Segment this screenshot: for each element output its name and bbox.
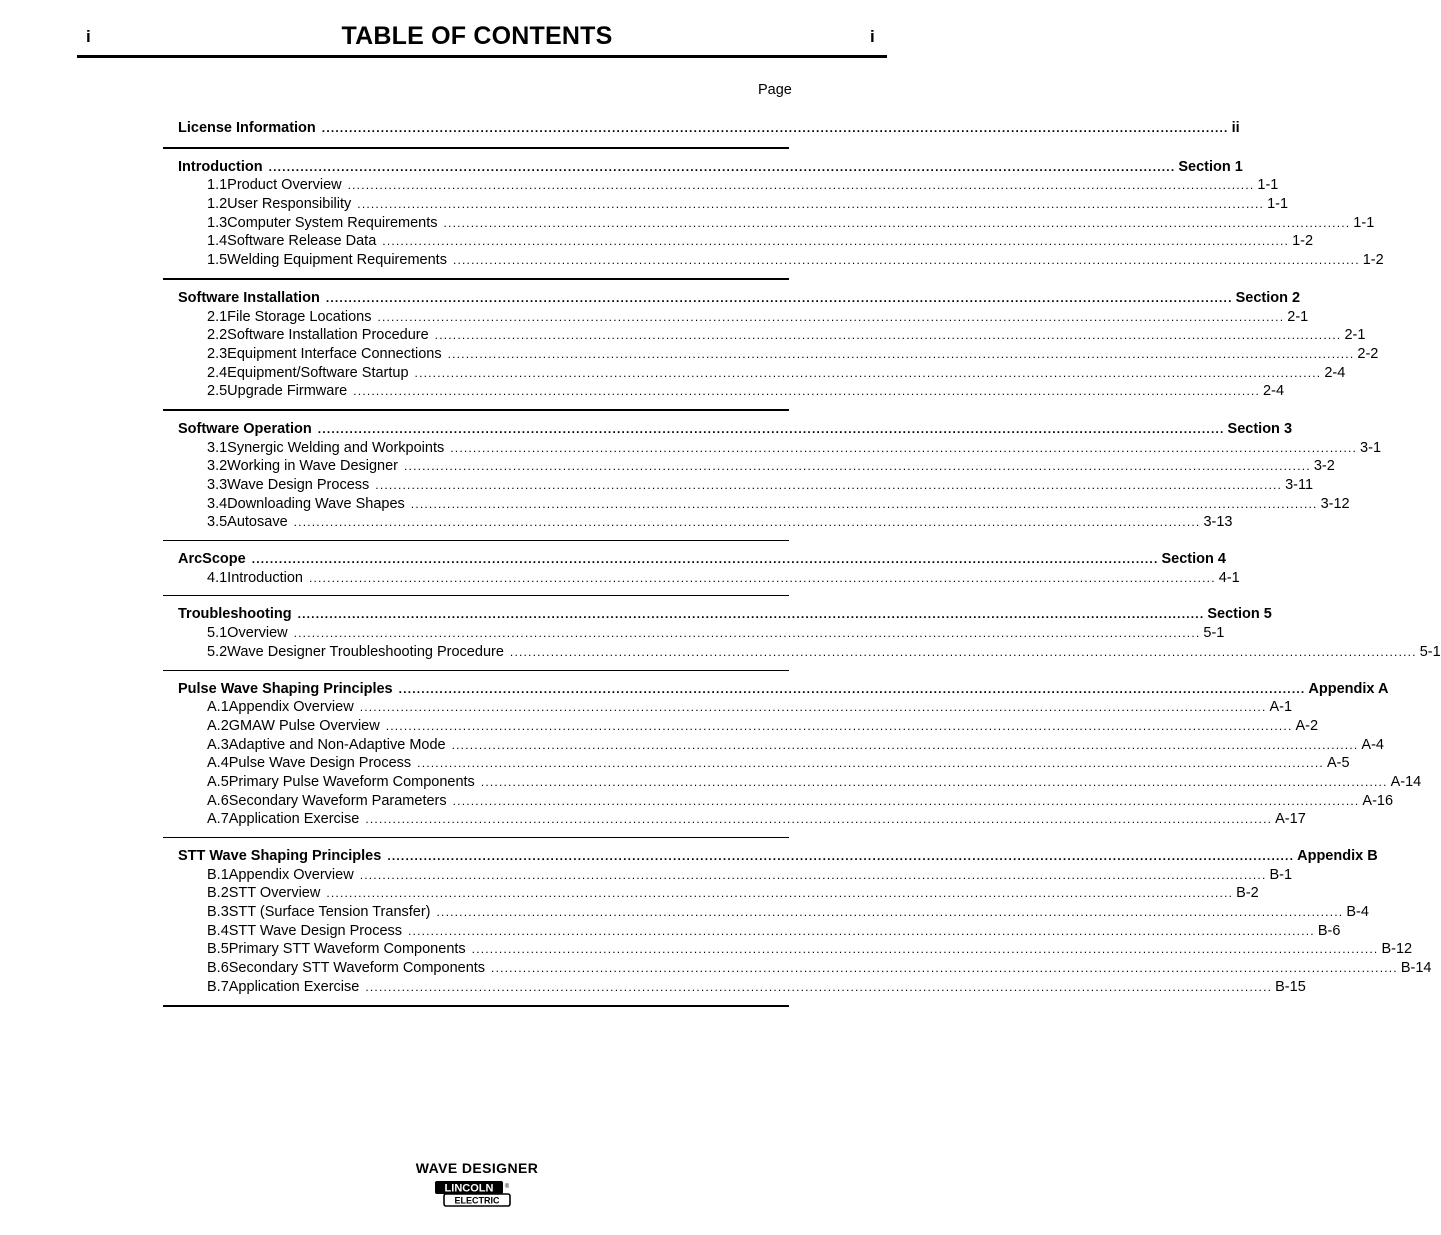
toc-entry-page: 1-2 xyxy=(1362,252,1384,269)
toc-entry-page: B-14 xyxy=(1400,960,1432,977)
svg-text:ELECTRIC: ELECTRIC xyxy=(454,1195,500,1206)
toc-entry[interactable] xyxy=(163,513,1233,532)
toc-entry[interactable] xyxy=(163,495,1350,514)
dot-leader: ........................................................................................................................................................................................................ xyxy=(293,515,1201,530)
dot-leader: ........................................................................................................................................................................................................ xyxy=(451,737,1359,752)
toc-entry[interactable] xyxy=(163,903,1369,922)
dot-leader: ........................................................................................................................................................................................................ xyxy=(387,849,1295,863)
toc-entry-page: 2-4 xyxy=(1263,383,1285,400)
toc-entry-label: Application Exercise xyxy=(228,978,360,995)
toc-entry-label: Wave Design Process xyxy=(227,477,370,493)
toc-entry[interactable] xyxy=(163,569,1240,588)
toc-entry-page: B-12 xyxy=(1381,941,1413,958)
header-rule xyxy=(77,55,887,58)
dot-leader: ........................................................................................................................................................................................................ xyxy=(410,496,1318,511)
toc-entry-label: Pulse Wave Design Process xyxy=(228,755,412,772)
toc-entry[interactable] xyxy=(163,884,1259,903)
toc-entry-number: 1.5 xyxy=(207,252,228,269)
toc-entry-number: 2.1 xyxy=(207,308,228,325)
toc-entry-label: Appendix Overview xyxy=(228,866,354,883)
toc-entry[interactable] xyxy=(163,959,1432,978)
dot-leader: ........................................................................................................................................................................................................ xyxy=(365,812,1273,827)
toc-entry-label: Secondary STT Waveform Components xyxy=(228,960,486,977)
toc-entry-number: 1.2 xyxy=(207,196,228,213)
dot-leader: ........................................................................................................................................................................................................ xyxy=(408,923,1315,938)
toc-section xyxy=(163,596,1441,670)
toc-entry-label: Synergic Welding and Workpoints xyxy=(227,439,445,456)
toc-entry-number: 2.3 xyxy=(207,345,228,362)
toc-entry-label: Primary STT Waveform Components xyxy=(228,941,466,958)
toc-entry-number: A.5 xyxy=(207,773,229,790)
toc-entry-number: 5.2 xyxy=(207,643,228,660)
toc-entry-page: 3-13 xyxy=(1203,514,1233,531)
dot-leader: ........................................................................................................................................................................................................ xyxy=(375,478,1283,492)
dot-leader: ........................................................................................................................................................................................................ xyxy=(293,626,1201,641)
toc-entry[interactable] xyxy=(163,364,1346,383)
toc-entry[interactable] xyxy=(163,195,1289,214)
toc-entry-label: STT Overview xyxy=(228,885,321,902)
toc-section xyxy=(163,838,1432,1007)
dot-leader: ........................................................................................................................................................................................................ xyxy=(452,253,1360,268)
footer-product-name: WAVE DESIGNER xyxy=(415,1160,539,1176)
toc-entry-label: Software Release Data xyxy=(227,233,377,250)
toc-entry[interactable] xyxy=(163,251,1384,270)
dot-leader: ........................................................................................................................................................................................................ xyxy=(251,552,1159,567)
dot-leader: ........................................................................................................................................................................................................ xyxy=(382,234,1290,249)
dot-leader: ........................................................................................................................................................................................................ xyxy=(434,328,1342,343)
toc-entry-number: 1.4 xyxy=(207,233,228,250)
toc-entry-number: 5.1 xyxy=(207,625,228,642)
toc-entry-number: B.1 xyxy=(207,866,229,883)
dot-leader: ........................................................................................................................................................................................................ xyxy=(447,346,1355,361)
dot-leader: ........................................................................................................................................................................................................ xyxy=(357,197,1265,212)
dot-leader: ........................................................................................................................................................................................................ xyxy=(452,793,1360,808)
dot-leader: ........................................................................................................................................................................................................ xyxy=(297,607,1205,622)
toc-section-title: License Information xyxy=(178,120,316,136)
toc-entry[interactable] xyxy=(163,382,1285,401)
toc-entry[interactable] xyxy=(163,439,1382,458)
toc-section xyxy=(163,541,1240,596)
dot-leader: ........................................................................................................................................................................................................ xyxy=(450,440,1358,455)
toc-entry-label: GMAW Pulse Overview xyxy=(228,717,380,734)
toc-section-heading[interactable] xyxy=(163,847,1378,866)
toc-entry-label: Adaptive and Non-Adaptive Mode xyxy=(228,736,446,753)
page-number-left: i xyxy=(86,27,91,46)
toc-entry-label: Primary Pulse Waveform Components xyxy=(228,773,475,790)
toc-entry-page: 3-11 xyxy=(1285,477,1314,493)
toc-entry[interactable] xyxy=(163,940,1413,959)
toc-section-page: Section 5 xyxy=(1207,606,1272,623)
toc-entry[interactable] xyxy=(163,457,1335,476)
toc-entry-page: A-1 xyxy=(1269,699,1293,716)
toc-entry[interactable] xyxy=(163,810,1306,829)
toc-entry[interactable] xyxy=(163,717,1319,736)
toc-entry-number: 2.4 xyxy=(207,364,228,381)
page-column-label: Page xyxy=(758,82,792,98)
toc-section-page: ii xyxy=(1231,120,1240,136)
toc-entry-number: A.7 xyxy=(207,811,229,828)
toc-entry-page: B-4 xyxy=(1346,904,1369,921)
toc-entry-label: Application Exercise xyxy=(228,811,360,828)
toc-entry[interactable] xyxy=(163,476,1314,495)
toc-section-heading[interactable] xyxy=(163,550,1226,569)
toc-section-title: Software Installation xyxy=(178,289,320,306)
toc-entry-page: 5-1 xyxy=(1203,625,1225,642)
toc-entry-label: Equipment Interface Connections xyxy=(227,345,442,362)
dot-leader: ........................................................................................................................................................................................................ xyxy=(480,774,1388,789)
toc-entry[interactable] xyxy=(163,754,1350,773)
toc-entry-label: Appendix Overview xyxy=(228,699,354,716)
toc-section-page: Section 4 xyxy=(1161,551,1226,568)
toc-entry-number: 4.1 xyxy=(207,569,228,586)
toc-entry-number: 2.2 xyxy=(207,327,228,344)
dot-leader: ........................................................................................................................................................................................................ xyxy=(268,159,1176,174)
toc-entry-page: 2-1 xyxy=(1287,308,1309,325)
toc-entry-page: 4-1 xyxy=(1218,569,1240,586)
toc-entry-number: 3.5 xyxy=(207,514,228,531)
toc-entry-number: B.5 xyxy=(207,941,229,958)
toc-section xyxy=(163,671,1422,839)
toc-entry[interactable] xyxy=(163,773,1422,792)
toc-entry-page: A-16 xyxy=(1362,792,1394,809)
toc-entry[interactable] xyxy=(163,624,1225,643)
page-header xyxy=(0,0,954,60)
toc-entry-page: 2-4 xyxy=(1324,364,1346,381)
toc-entry-number: B.3 xyxy=(207,904,229,921)
toc-entry-label: Downloading Wave Shapes xyxy=(227,495,405,512)
dot-leader: ........................................................................................................................................................................................................ xyxy=(509,644,1417,659)
toc-section-heading[interactable] xyxy=(163,680,1389,699)
dot-leader: ........................................................................................................................................................................................................ xyxy=(443,215,1351,230)
dot-leader: ........................................................................................................................................................................................................ xyxy=(325,290,1233,305)
toc-section-heading[interactable] xyxy=(163,158,1243,177)
toc-section-title: ArcScope xyxy=(178,551,246,568)
toc-entry-label: File Storage Locations xyxy=(227,308,372,325)
toc-entry-number: B.7 xyxy=(207,978,229,995)
toc-entry-label: Welding Equipment Requirements xyxy=(227,252,447,269)
page-number-right: i xyxy=(870,27,875,46)
toc-entry[interactable] xyxy=(163,176,1279,195)
dot-leader: ........................................................................................................................................................................................................ xyxy=(436,905,1344,920)
toc-entry-number: 3.3 xyxy=(207,477,228,493)
toc-section-page: Section 2 xyxy=(1235,289,1301,306)
dot-leader: ........................................................................................................................................................................................................ xyxy=(385,718,1293,733)
toc-entry-label: User Responsibility xyxy=(227,196,352,213)
toc-entry-number: B.6 xyxy=(207,960,229,977)
toc-section-title: Introduction xyxy=(178,158,263,175)
toc-entry-page: A-5 xyxy=(1326,755,1350,772)
toc-section xyxy=(163,149,1384,280)
toc-entry[interactable] xyxy=(163,345,1379,364)
dot-leader: ........................................................................................................................................................................................................ xyxy=(414,365,1322,380)
toc-entry-label: Introduction xyxy=(227,569,303,586)
toc-section-page: Section 3 xyxy=(1227,420,1293,437)
toc-entry-number: 3.1 xyxy=(207,439,228,456)
dot-leader: ........................................................................................................................................................................................................ xyxy=(308,570,1216,585)
toc-entry-label: Working in Wave Designer xyxy=(227,458,399,475)
toc-entry-label: Product Overview xyxy=(227,177,342,194)
toc-entry-page: 1-1 xyxy=(1257,177,1279,194)
toc-entry-number: 3.4 xyxy=(207,495,228,512)
toc-section-heading[interactable] xyxy=(163,289,1301,308)
toc-section xyxy=(163,119,1240,149)
dot-leader: ........................................................................................................................................................................................................ xyxy=(359,867,1267,882)
svg-text:LINCOLN: LINCOLN xyxy=(444,1182,494,1195)
toc-entry-page: 1-2 xyxy=(1292,233,1314,250)
toc-entry-label: Secondary Waveform Parameters xyxy=(228,792,447,809)
toc-entry-number: A.3 xyxy=(207,736,229,753)
toc-entry-page: B-15 xyxy=(1275,978,1306,995)
toc-entry-page: B-1 xyxy=(1269,866,1293,883)
toc-entry-label: STT Wave Design Process xyxy=(228,922,403,939)
toc-entry[interactable] xyxy=(163,232,1314,251)
dot-leader: ........................................................................................................................................................................................................ xyxy=(317,421,1225,436)
toc-entry-page: A-14 xyxy=(1390,773,1422,790)
toc-entry-label: Autosave xyxy=(227,514,288,531)
toc-entry[interactable] xyxy=(163,326,1366,345)
toc-entry-label: Wave Designer Troubleshooting Procedure xyxy=(227,643,504,660)
toc-entry[interactable] xyxy=(163,308,1309,327)
toc-entry-page: A-4 xyxy=(1361,736,1384,753)
page-title: TABLE OF CONTENTS xyxy=(341,22,613,50)
toc-section xyxy=(163,411,1382,541)
toc-entry-label: Upgrade Firmware xyxy=(227,383,348,400)
dot-leader: ........................................................................................................................................................................................................ xyxy=(417,756,1324,771)
toc-entry[interactable] xyxy=(163,736,1384,755)
toc-entry-page: A-17 xyxy=(1275,811,1306,828)
toc-entry-number: A.2 xyxy=(207,717,229,734)
toc-entry[interactable] xyxy=(163,922,1341,941)
toc-entry-label: STT (Surface Tension Transfer) xyxy=(228,904,431,921)
toc-section-page: Appendix B xyxy=(1297,848,1378,864)
table-of-contents xyxy=(163,119,1441,1007)
toc-entry-label: Computer System Requirements xyxy=(227,214,438,231)
toc-entry[interactable] xyxy=(163,792,1394,811)
toc-entry-number: 1.1 xyxy=(207,177,228,194)
toc-entry-number: 2.5 xyxy=(207,383,228,400)
toc-entry-page: A-2 xyxy=(1295,717,1319,734)
toc-entry-number: B.2 xyxy=(207,885,229,902)
lincoln-electric-logo xyxy=(434,1180,512,1208)
toc-entry-page: 2-1 xyxy=(1344,327,1366,344)
toc-entry[interactable] xyxy=(163,698,1293,717)
toc-entry-page: 3-2 xyxy=(1313,458,1335,475)
toc-section-heading[interactable] xyxy=(163,119,1240,138)
toc-section-heading[interactable] xyxy=(163,605,1272,624)
dot-leader: ........................................................................................................................................................................................................ xyxy=(491,961,1398,976)
toc-section-page: Appendix A xyxy=(1308,680,1389,697)
dot-leader: ........................................................................................................................................................................................................ xyxy=(377,309,1285,324)
svg-text:®: ® xyxy=(504,1184,510,1190)
toc-entry-page: 3-12 xyxy=(1320,495,1350,512)
toc-entry-number: A.6 xyxy=(207,792,229,809)
toc-section-title: Pulse Wave Shaping Principles xyxy=(178,680,393,697)
toc-entry-page: B-2 xyxy=(1236,885,1259,902)
toc-entry-page: 3-1 xyxy=(1360,439,1382,456)
toc-entry[interactable] xyxy=(163,214,1375,233)
toc-entry[interactable] xyxy=(163,643,1441,662)
toc-entry[interactable] xyxy=(163,978,1306,997)
dot-leader: ........................................................................................................................................................................................................ xyxy=(347,178,1255,193)
toc-section-title: Troubleshooting xyxy=(178,606,292,623)
toc-entry-page: 1-1 xyxy=(1267,196,1289,213)
dot-leader: ........................................................................................................................................................................................................ xyxy=(321,121,1229,135)
dot-leader: ........................................................................................................................................................................................................ xyxy=(365,979,1273,994)
dot-leader: ........................................................................................................................................................................................................ xyxy=(404,459,1311,474)
toc-section-heading[interactable] xyxy=(163,420,1293,439)
toc-entry-page: 5-1 xyxy=(1419,643,1441,660)
toc-section-page: Section 1 xyxy=(1178,158,1243,175)
toc-entry-page: 1-1 xyxy=(1353,214,1375,231)
dot-leader: ........................................................................................................................................................................................................ xyxy=(359,700,1267,715)
toc-section-title: STT Wave Shaping Principles xyxy=(178,848,382,864)
toc-section-title: Software Operation xyxy=(178,420,312,437)
dot-leader: ........................................................................................................................................................................................................ xyxy=(398,681,1306,696)
toc-entry-number: A.1 xyxy=(207,699,229,716)
toc-section xyxy=(163,280,1379,411)
dot-leader: ........................................................................................................................................................................................................ xyxy=(326,886,1234,901)
toc-entry-label: Software Installation Procedure xyxy=(227,327,429,344)
toc-entry[interactable] xyxy=(163,866,1293,885)
toc-entry-number: B.4 xyxy=(207,922,229,939)
toc-entry-page: 2-2 xyxy=(1357,345,1379,362)
toc-entry-label: Overview xyxy=(227,625,288,642)
toc-entry-page: B-6 xyxy=(1317,922,1341,939)
toc-entry-number: A.4 xyxy=(207,755,229,772)
dot-leader: ........................................................................................................................................................................................................ xyxy=(353,384,1261,399)
toc-entry-number: 3.2 xyxy=(207,458,228,475)
dot-leader: ........................................................................................................................................................................................................ xyxy=(471,942,1379,957)
toc-entry-label: Equipment/Software Startup xyxy=(227,364,409,381)
toc-entry-number: 1.3 xyxy=(207,214,228,231)
